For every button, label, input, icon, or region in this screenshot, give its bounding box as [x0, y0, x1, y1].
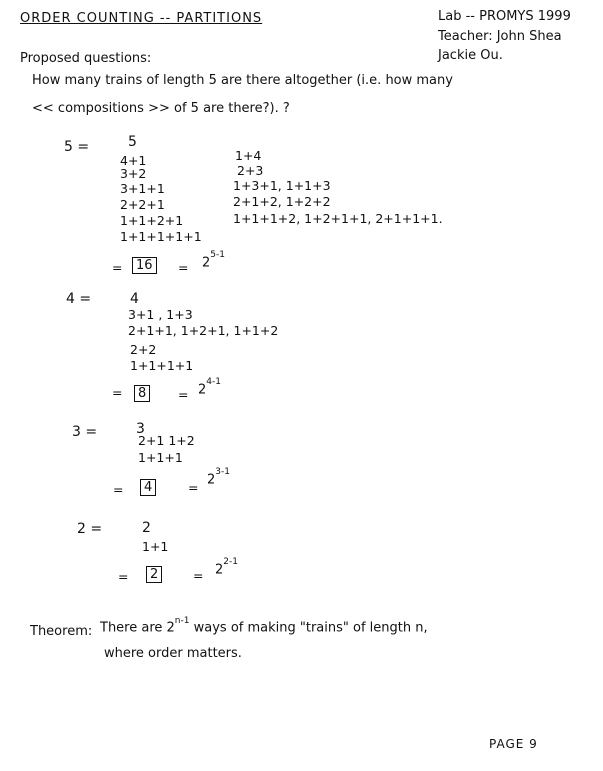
power-base: 2: [198, 382, 207, 398]
power-exponent: 3-1: [215, 467, 230, 477]
list-item: 3+1 , 1+3: [128, 307, 193, 322]
list-item: 2+3: [237, 163, 264, 178]
list-item: 1+4: [235, 148, 262, 163]
case-5-lhs: 5 =: [64, 139, 90, 155]
list-item: 4+1: [120, 153, 147, 168]
theorem-exponent: n-1: [174, 616, 190, 626]
list-item: 2+1+1, 1+2+1, 1+1+2: [128, 323, 279, 338]
equals-sign: =: [112, 260, 123, 275]
power-base: 2: [202, 255, 211, 271]
case-4-top: 4: [130, 291, 139, 307]
case-3-top: 3: [136, 421, 145, 437]
list-item: 1+1+1+2, 1+2+1+1, 2+1+1+1.: [233, 211, 443, 226]
lab-label: Lab -- PROMYS 1999: [438, 9, 571, 24]
question-label: Proposed questions:: [20, 51, 152, 66]
list-item: 2+1 1+2: [138, 433, 195, 448]
boxed-count-8: 8: [134, 385, 150, 402]
equals-sign: =: [118, 569, 129, 584]
question-line-1: How many trains of length 5 are there altogether (i.e. how many: [32, 73, 453, 88]
theorem-post: ways of making "trains" of length n,: [189, 620, 428, 636]
theorem-line-1: [100, 616, 428, 636]
list-item: 2+1+2, 1+2+2: [233, 194, 331, 209]
case-5-top: 5: [128, 134, 137, 150]
list-item: 1+1+2+1: [120, 213, 184, 228]
power-exponent: 5-1: [210, 250, 225, 260]
boxed-count-4: 4: [140, 479, 156, 496]
page-number: PAGE 9: [489, 737, 538, 751]
list-item: 1+3+1, 1+1+3: [233, 178, 331, 193]
list-item: 2+2: [130, 342, 157, 357]
power-2-4-1: [198, 377, 221, 398]
power-2-3-1: [207, 467, 230, 488]
power-base: 2: [215, 562, 224, 578]
page-title: ORDER COUNTING -- PARTITIONS: [20, 11, 263, 26]
theorem-line-2: where order matters.: [104, 646, 242, 661]
list-item: 2+2+1: [120, 197, 165, 212]
theorem-pre: There are 2: [100, 620, 175, 636]
case-2-lhs: 2 =: [77, 521, 103, 537]
case-3-lhs: 3 =: [72, 424, 98, 440]
equals-sign: =: [178, 260, 189, 275]
theorem-label: Theorem:: [30, 624, 93, 639]
list-item: 1+1+1: [138, 450, 183, 465]
student-label: Jackie Ou.: [438, 48, 503, 63]
list-item: 3+1+1: [120, 181, 165, 196]
boxed-count-2: 2: [146, 566, 162, 583]
power-exponent: 2-1: [223, 557, 238, 567]
case-4-lhs: 4 =: [66, 291, 92, 307]
list-item: 1+1+1+1+1: [120, 229, 202, 244]
boxed-count-16: 16: [132, 257, 157, 274]
equals-sign: =: [113, 482, 124, 497]
power-2-2-1: [215, 557, 238, 578]
case-2-top: 2: [142, 520, 151, 536]
power-exponent: 4-1: [206, 377, 221, 387]
list-item: 1+1: [142, 539, 169, 554]
list-item: 3+2: [120, 166, 147, 181]
power-2-5-1: [202, 250, 225, 271]
question-line-2: << compositions >> of 5 are there?). ?: [32, 101, 290, 116]
list-item: 1+1+1+1: [130, 358, 194, 373]
equals-sign: =: [188, 480, 199, 495]
equals-sign: =: [112, 385, 123, 400]
equals-sign: =: [193, 568, 204, 583]
teacher-label: Teacher: John Shea: [438, 29, 562, 44]
equals-sign: =: [178, 387, 189, 402]
power-base: 2: [207, 472, 216, 488]
